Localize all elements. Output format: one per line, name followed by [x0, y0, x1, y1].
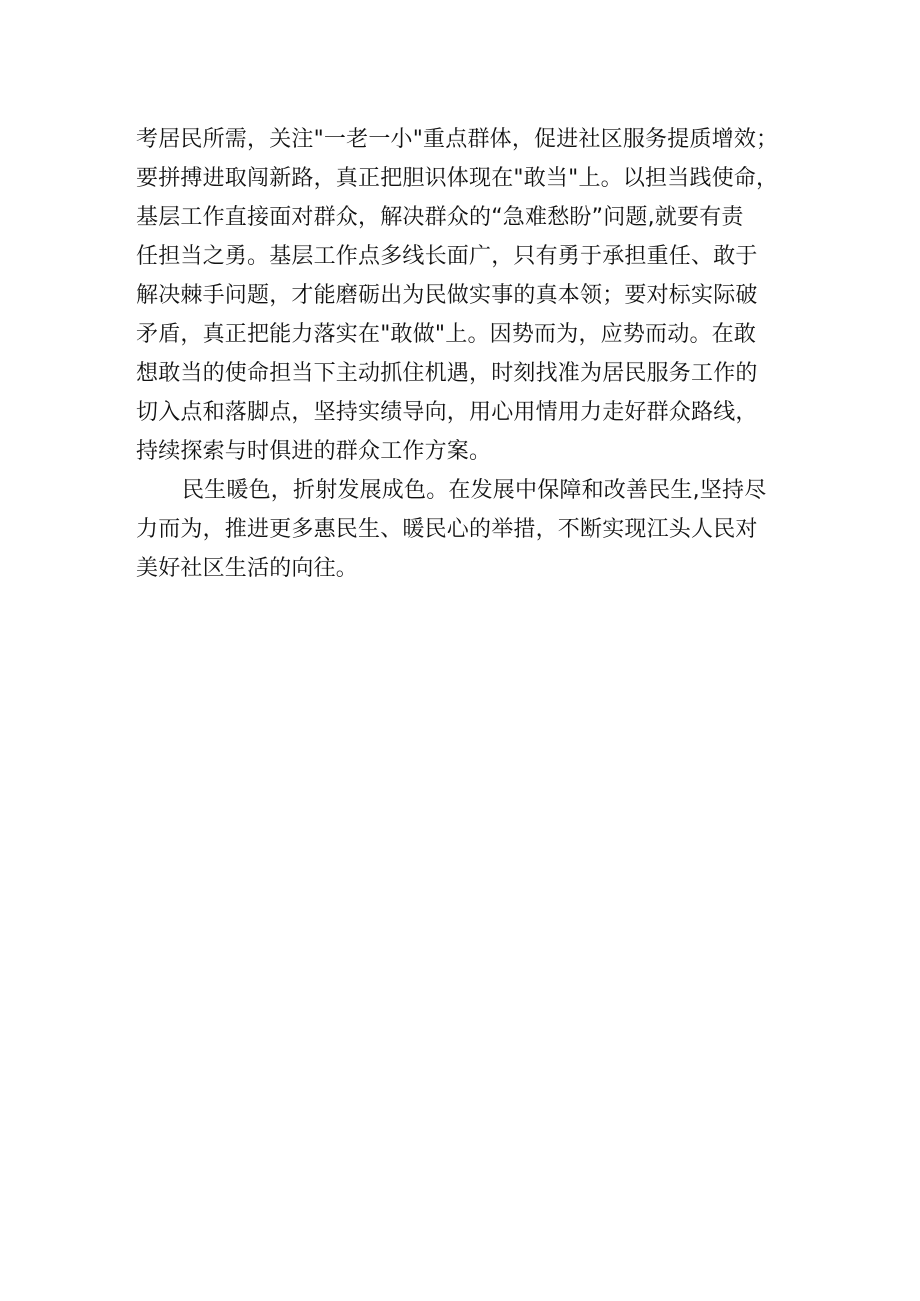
text-line: 基层工作直接面对群众，解决群众的“急难愁盼”问题,就要有责: [136, 205, 744, 230]
text-line: 矛盾，真正把能力落实在"敢做"上。因势而为，应势而动。在敢: [136, 322, 757, 347]
text-line: 美好社区生活的向往。: [136, 556, 359, 581]
text-line: 要拼搏进取闯新路，真正把胆识体现在"敢当"上。以担当践使命，: [136, 166, 779, 191]
document-body: [136, 120, 796, 588]
text-line: 考居民所需，关注"一老一小"重点群体，促进社区服务提质增效；: [136, 127, 779, 152]
text-line: 持续探索与时俱进的群众工作方案。: [136, 439, 492, 464]
paragraph-2: [136, 471, 796, 588]
text-line: 任担当之勇。基层工作点多线长面广，只有勇于承担重任、敢于: [136, 244, 758, 269]
text-line: 想敢当的使命担当下主动抓住机遇，时刻找准为居民服务工作的: [136, 361, 758, 386]
text-line: 民生暖色，折射发展成色。在发展中保障和改善民生,坚持尽: [182, 478, 767, 503]
text-line: 解决棘手问题，才能磨砺出为民做实事的真本领；要对标实际破: [136, 283, 758, 308]
text-line: 力而为，推进更多惠民生、暖民心的举措，不断实现江头人民对: [136, 517, 758, 542]
paragraph-1: [136, 120, 796, 471]
text-line: 切入点和落脚点，坚持实绩导向，用心用情用力走好群众路线，: [136, 400, 758, 425]
